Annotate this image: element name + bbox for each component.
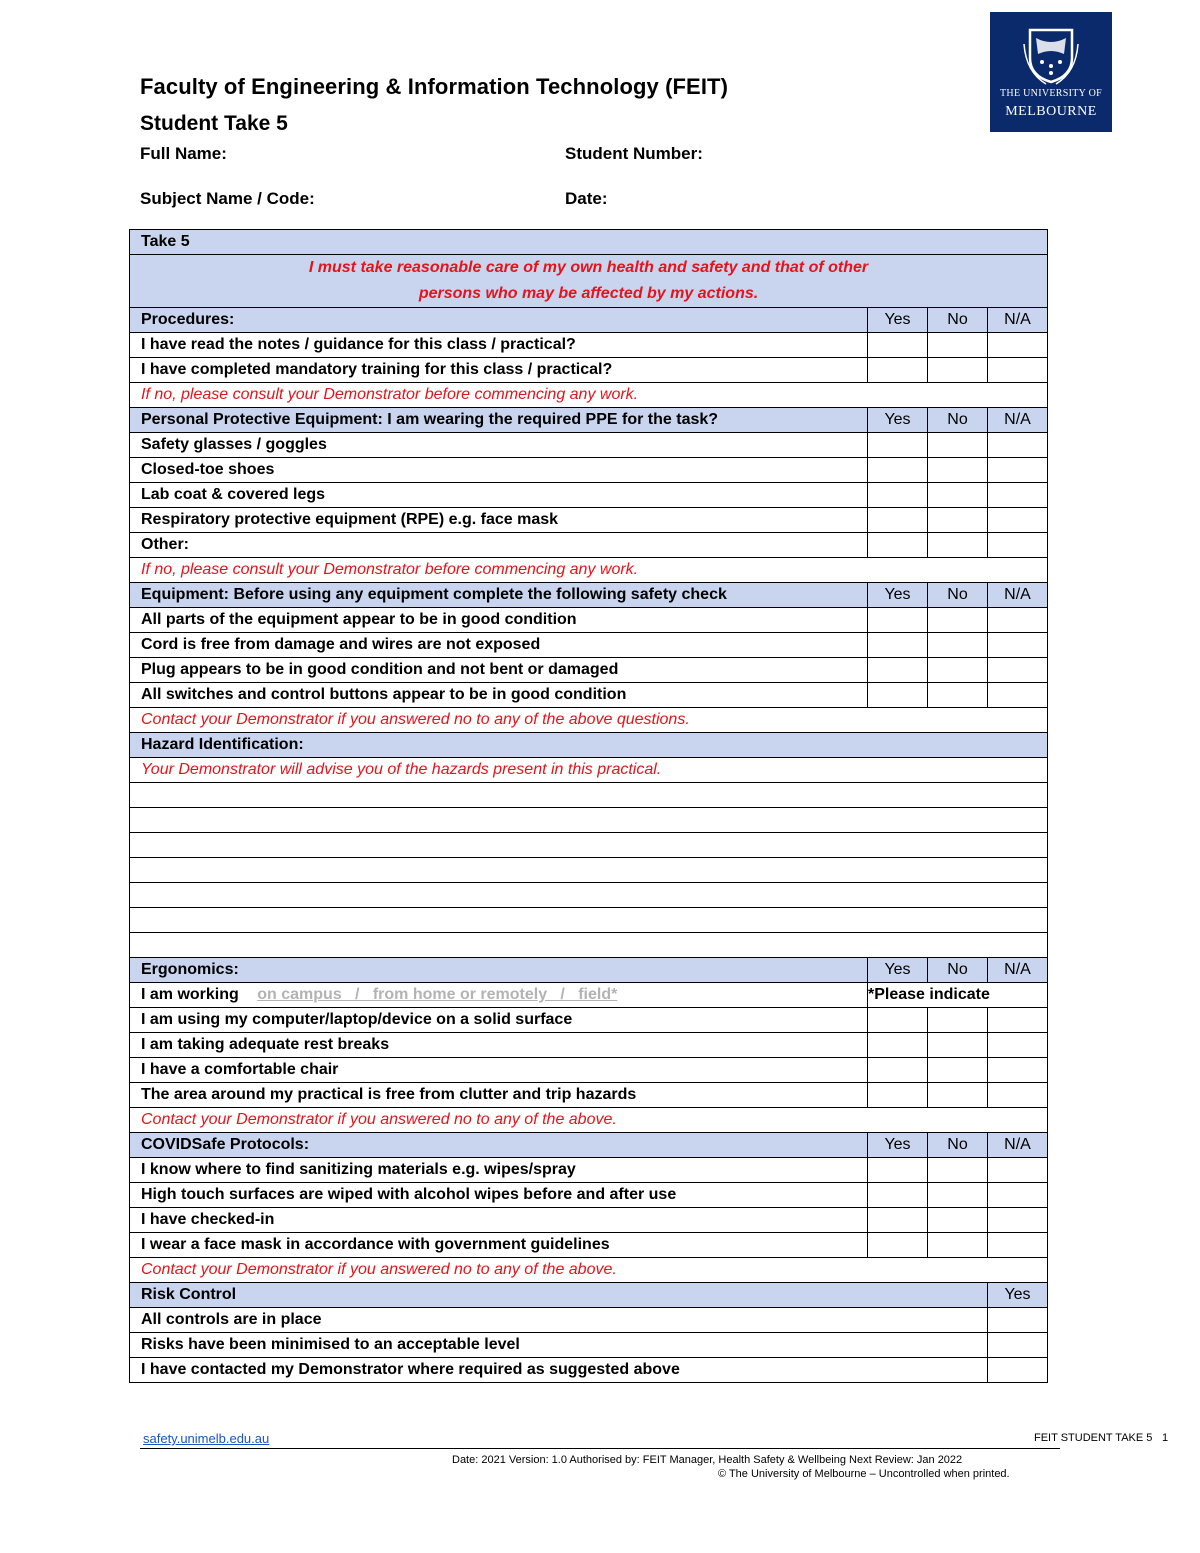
hazard-entry-line[interactable] [130, 833, 1048, 858]
checklist-item: High touch surfaces are wiped with alcohol wipes before and after use [130, 1183, 868, 1208]
checklist-item: I have completed mandatory training for this class / practical? [130, 358, 868, 383]
logo-line1: THE UNIVERSITY OF [1000, 88, 1102, 99]
yes-cell[interactable] [868, 433, 928, 458]
checklist-item: I have a comfortable chair [130, 1058, 868, 1083]
na-cell[interactable] [988, 333, 1048, 358]
no-cell[interactable] [928, 658, 988, 683]
yes-cell[interactable] [868, 1208, 928, 1233]
footer-copyright: © The University of Melbourne – Uncontrolled when printed. [718, 1468, 1010, 1480]
no-cell[interactable] [928, 1233, 988, 1258]
col-na: N/A [988, 308, 1048, 333]
na-cell[interactable] [988, 658, 1048, 683]
ergonomics-heading: Ergonomics: [130, 958, 868, 983]
crest-icon [1020, 24, 1082, 86]
col-no: No [928, 1133, 988, 1158]
no-cell[interactable] [928, 483, 988, 508]
hazard-entry-line[interactable] [130, 783, 1048, 808]
checklist-item: Other: [130, 533, 868, 558]
yes-cell[interactable] [868, 683, 928, 708]
yes-cell[interactable] [868, 1033, 928, 1058]
full-name-label: Full Name: [140, 144, 227, 163]
na-cell[interactable] [988, 458, 1048, 483]
no-cell[interactable] [928, 1158, 988, 1183]
na-cell[interactable] [988, 1183, 1048, 1208]
covid-note: Contact your Demonstrator if you answered no to any of the above. [130, 1258, 1048, 1283]
procedures-note: If no, please consult your Demonstrator before commencing any work. [130, 383, 1048, 408]
checklist-item: I am taking adequate rest breaks [130, 1033, 868, 1058]
logo-line2: MELBOURNE [1005, 104, 1097, 119]
yes-cell[interactable] [868, 1233, 928, 1258]
checklist-item: I have checked-in [130, 1208, 868, 1233]
yes-cell[interactable] [988, 1358, 1048, 1383]
hazard-heading: Hazard Identification: [130, 733, 1048, 758]
page-subtitle: Student Take 5 [140, 112, 288, 135]
yes-cell[interactable] [868, 358, 928, 383]
hazard-entry-line[interactable] [130, 933, 1048, 958]
working-label: I am working [141, 986, 239, 1003]
checklist-item: I have read the notes / guidance for this class / practical? [130, 333, 868, 358]
no-cell[interactable] [928, 683, 988, 708]
take5-checklist-table [129, 229, 1048, 1383]
checklist-item: Safety glasses / goggles [130, 433, 868, 458]
please-indicate: *Please indicate [868, 983, 1048, 1008]
na-cell[interactable] [988, 683, 1048, 708]
yes-cell[interactable] [868, 508, 928, 533]
page-title: Faculty of Engineering & Information Technology (FEIT) [140, 74, 728, 99]
checklist-item: I know where to find sanitizing materials e.g. wipes/spray [130, 1158, 868, 1183]
working-options[interactable]: on campus / from home or remotely / field* [257, 986, 618, 1003]
col-na: N/A [988, 583, 1048, 608]
safety-website-link[interactable]: safety.unimelb.edu.au [143, 1431, 270, 1446]
col-yes: Yes [868, 308, 928, 333]
yes-cell[interactable] [988, 1333, 1048, 1358]
equipment-heading: Equipment: Before using any equipment complete the following safety check [130, 583, 868, 608]
equipment-note: Contact your Demonstrator if you answered no to any of the above questions. [130, 708, 1048, 733]
col-yes: Yes [868, 1133, 928, 1158]
col-yes: Yes [868, 583, 928, 608]
yes-cell[interactable] [868, 633, 928, 658]
col-yes: Yes [868, 408, 928, 433]
na-cell[interactable] [988, 533, 1048, 558]
checklist-item: Cord is free from damage and wires are not exposed [130, 633, 868, 658]
yes-cell[interactable] [868, 1183, 928, 1208]
hazard-entry-line[interactable] [130, 858, 1048, 883]
yes-cell[interactable] [868, 608, 928, 633]
yes-cell[interactable] [868, 658, 928, 683]
col-no: No [928, 958, 988, 983]
col-na: N/A [988, 1133, 1048, 1158]
responsibility-banner: I must take reasonable care of my own health and safety and that of other persons who may be affected by my actions. [130, 255, 1048, 308]
no-cell[interactable] [928, 1033, 988, 1058]
no-cell[interactable] [928, 633, 988, 658]
col-na: N/A [988, 408, 1048, 433]
col-yes: Yes [988, 1283, 1048, 1308]
no-cell[interactable] [928, 458, 988, 483]
footer-page-number: 1 [1162, 1432, 1169, 1444]
no-cell[interactable] [928, 433, 988, 458]
checklist-item: Plug appears to be in good condition and not bent or damaged [130, 658, 868, 683]
table-title: Take 5 [130, 230, 1048, 255]
hazard-entry-line[interactable] [130, 908, 1048, 933]
no-cell[interactable] [928, 508, 988, 533]
yes-cell[interactable] [868, 1083, 928, 1108]
na-cell[interactable] [988, 1233, 1048, 1258]
hazard-entry-line[interactable] [130, 808, 1048, 833]
no-cell[interactable] [928, 608, 988, 633]
checklist-item: I have contacted my Demonstrator where required as suggested above [130, 1358, 988, 1383]
ppe-heading: Personal Protective Equipment: I am wearing the required PPE for the task? [130, 408, 868, 433]
checklist-item: Risks have been minimised to an acceptable level [130, 1333, 988, 1358]
yes-cell[interactable] [868, 458, 928, 483]
checklist-item: All parts of the equipment appear to be in good condition [130, 608, 868, 633]
no-cell[interactable] [928, 1083, 988, 1108]
na-cell[interactable] [988, 433, 1048, 458]
col-yes: Yes [868, 958, 928, 983]
na-cell[interactable] [988, 1008, 1048, 1033]
no-cell[interactable] [928, 1058, 988, 1083]
na-cell[interactable] [988, 1208, 1048, 1233]
no-cell[interactable] [928, 358, 988, 383]
ppe-note: If no, please consult your Demonstrator before commencing any work. [130, 558, 1048, 583]
yes-cell[interactable] [868, 1008, 928, 1033]
checklist-item: Closed-toe shoes [130, 458, 868, 483]
checklist-item: I am using my computer/laptop/device on a solid surface [130, 1008, 868, 1033]
col-no: No [928, 408, 988, 433]
na-cell[interactable] [988, 1083, 1048, 1108]
yes-cell[interactable] [868, 1058, 928, 1083]
yes-cell[interactable] [868, 333, 928, 358]
na-cell[interactable] [988, 1058, 1048, 1083]
no-cell[interactable] [928, 1183, 988, 1208]
na-cell[interactable] [988, 1033, 1048, 1058]
date-label: Date: [565, 189, 608, 208]
checklist-item: The area around my practical is free from clutter and trip hazards [130, 1083, 868, 1108]
na-cell[interactable] [988, 633, 1048, 658]
footer-version-info: Date: 2021 Version: 1.0 Authorised by: FEIT Manager, Health Safety & Wellbeing Next Review: Jan 2022 [452, 1454, 963, 1466]
na-cell[interactable] [988, 358, 1048, 383]
na-cell[interactable] [988, 608, 1048, 633]
col-no: No [928, 308, 988, 333]
no-cell[interactable] [928, 1008, 988, 1033]
na-cell[interactable] [988, 1158, 1048, 1183]
footer-divider [140, 1448, 1060, 1449]
na-cell[interactable] [988, 508, 1048, 533]
no-cell[interactable] [928, 533, 988, 558]
ergonomics-note: Contact your Demonstrator if you answered no to any of the above. [130, 1108, 1048, 1133]
risk-heading: Risk Control [130, 1283, 988, 1308]
col-na: N/A [988, 958, 1048, 983]
university-logo [990, 12, 1112, 132]
yes-cell[interactable] [868, 1158, 928, 1183]
hazard-note: Your Demonstrator will advise you of the hazards present in this practical. [130, 758, 1048, 783]
working-location-row [130, 983, 868, 1008]
checklist-item: Respiratory protective equipment (RPE) e.g. face mask [130, 508, 868, 533]
yes-cell[interactable] [988, 1308, 1048, 1333]
covid-heading: COVIDSafe Protocols: [130, 1133, 868, 1158]
na-cell[interactable] [988, 483, 1048, 508]
checklist-item: I wear a face mask in accordance with government guidelines [130, 1233, 868, 1258]
no-cell[interactable] [928, 333, 988, 358]
footer-document-name: FEIT STUDENT TAKE 5 [1034, 1432, 1153, 1444]
hazard-entry-line[interactable] [130, 883, 1048, 908]
procedures-heading: Procedures: [130, 308, 868, 333]
col-no: No [928, 583, 988, 608]
subject-label: Subject Name / Code: [140, 189, 315, 208]
yes-cell[interactable] [868, 483, 928, 508]
checklist-item: All controls are in place [130, 1308, 988, 1333]
no-cell[interactable] [928, 1208, 988, 1233]
student-number-label: Student Number: [565, 144, 703, 163]
checklist-item: All switches and control buttons appear to be in good condition [130, 683, 868, 708]
checklist-item: Lab coat & covered legs [130, 483, 868, 508]
yes-cell[interactable] [868, 533, 928, 558]
